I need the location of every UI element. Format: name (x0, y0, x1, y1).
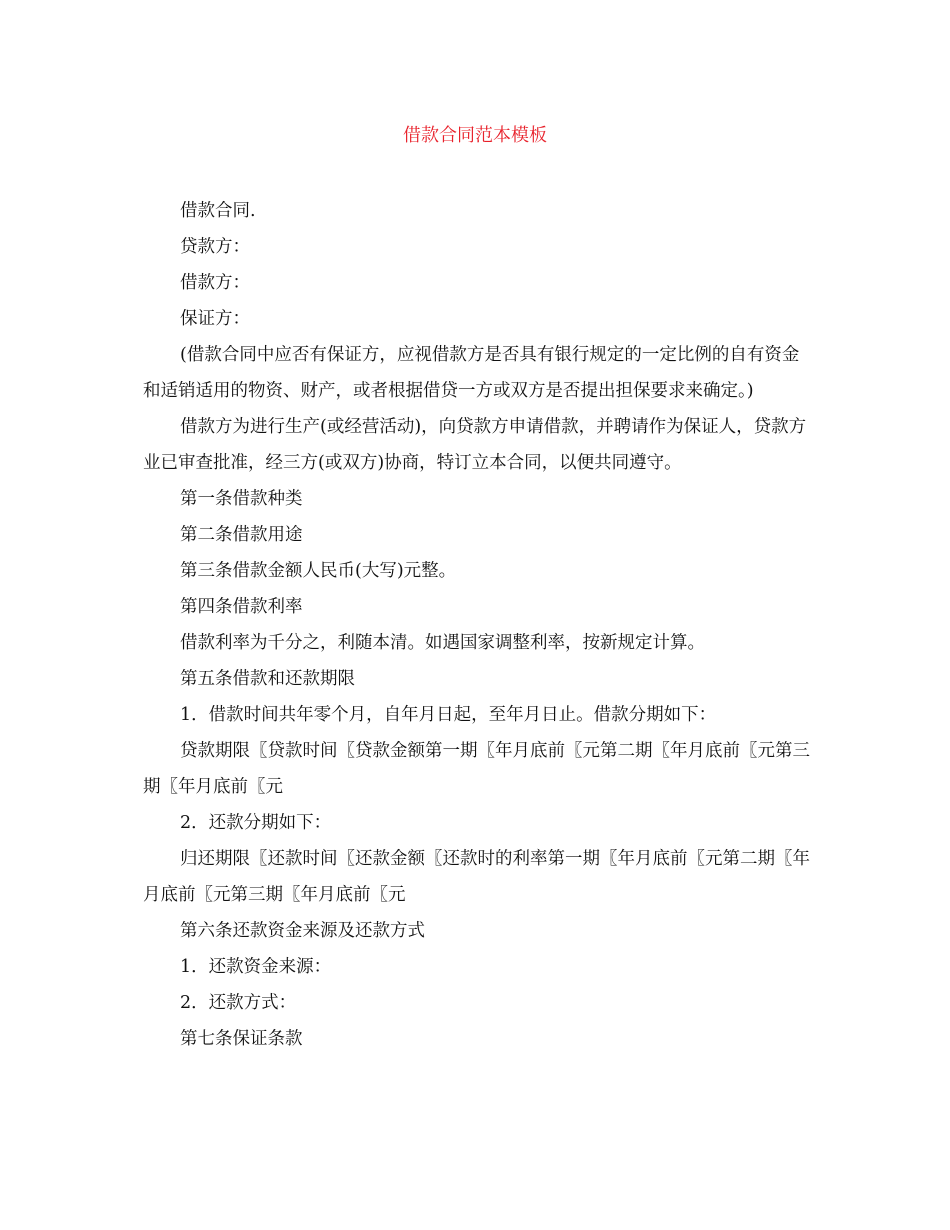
article-5-item-1: 1．借款时间共年零个月，自年月日起，至年月日止。借款分期如下： (180, 705, 717, 725)
paragraph-lender: 贷款方： (180, 237, 250, 257)
paragraph-preamble: 借款方为进行生产(或经营活动)，向贷款方申请借款，并聘请作为保证人，贷款方业已审查批准，经三方(或双方)协商，特订立本合同，以便共同遵守。 (143, 417, 807, 473)
article-6-item-1: 1．还款资金来源： (180, 957, 332, 977)
article-7-heading: 第七条保证条款 (180, 1029, 303, 1049)
paragraph-guarantor: 保证方： (180, 309, 250, 329)
article-2-heading: 第二条借款用途 (180, 525, 303, 545)
article-1-heading: 第一条借款种类 (180, 489, 303, 509)
article-5-heading: 第五条借款和还款期限 (180, 669, 355, 689)
article-4-body: 借款利率为千分之，利随本清。如遇国家调整利率，按新规定计算。 (180, 633, 705, 653)
paragraph-guarantor-note: (借款合同中应否有保证方，应视借款方是否具有银行规定的一定比例的自有资金和适销适用的物资、财产，或者根据借贷一方或双方是否提出担保要求来确定。) (143, 345, 800, 401)
page-title: 借款合同范本模板 (403, 125, 547, 146)
article-4-heading: 第四条借款利率 (180, 597, 303, 617)
document-body (143, 193, 811, 1057)
paragraph-contract-heading: 借款合同. (180, 201, 256, 221)
article-6-heading: 第六条还款资金来源及还款方式 (180, 921, 425, 941)
article-3-heading: 第三条借款金额人民币(大写)元整。 (180, 561, 457, 581)
loan-schedule: 贷款期限〖贷款时间〖贷款金额第一期〖年月底前〖元第二期〖年月底前〖元第三期〖年月底前〖元 (143, 741, 810, 797)
repayment-schedule: 归还期限〖还款时间〖还款金额〖还款时的利率第一期〖年月底前〖元第二期〖年月底前〖元第三期〖年月底前〖元 (143, 849, 810, 905)
article-5-item-2: 2．还款分期如下： (180, 813, 332, 833)
article-6-item-2: 2．还款方式： (180, 993, 297, 1013)
paragraph-borrower: 借款方： (180, 273, 250, 293)
